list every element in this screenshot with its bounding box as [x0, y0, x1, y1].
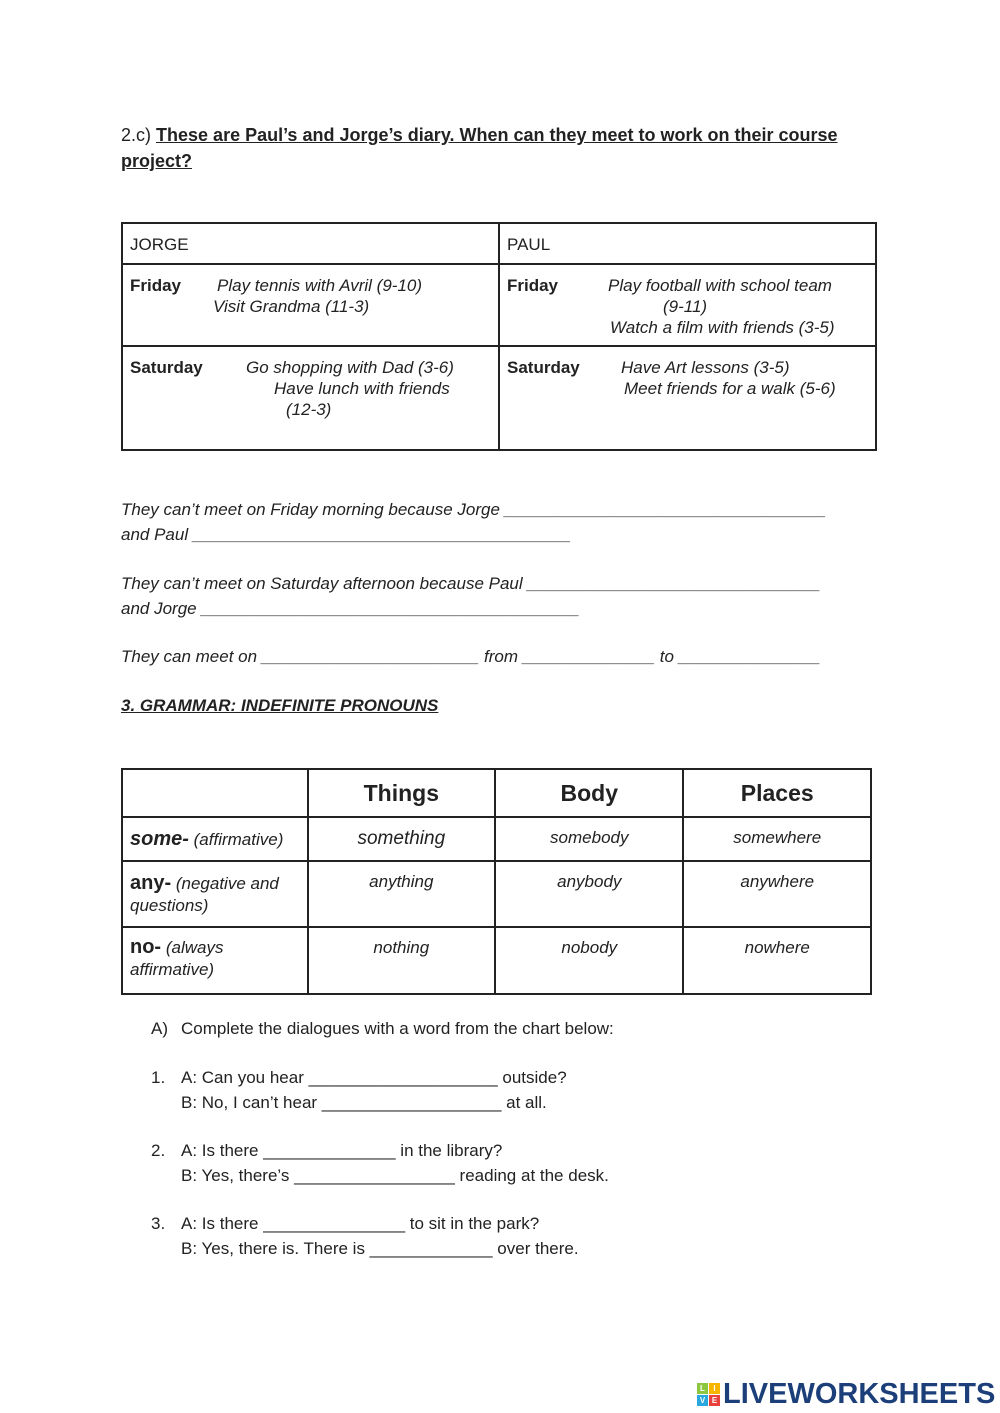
header-body: Body: [495, 769, 683, 817]
sentence-line: They can’t meet on Saturday afternoon because Paul _______________________________: [121, 574, 821, 593]
diary-entry: Play tennis with Avril (9-10): [217, 276, 423, 295]
exercise-2c-title: [121, 122, 881, 174]
logo-square: V: [697, 1395, 708, 1406]
liveworksheets-logo: [697, 1378, 995, 1411]
diary-entry: Have lunch with friends: [274, 379, 450, 398]
sentence-line: and Jorge ________________________________________: [121, 599, 580, 618]
exercise-a-instruction: Complete the dialogues with a word from the chart below:: [181, 1019, 614, 1038]
jorge-header: [122, 223, 499, 264]
pronouns-table: [121, 768, 872, 995]
exercise-a-label: A): [151, 1019, 168, 1038]
pronoun-cell: anything: [308, 861, 495, 927]
pronoun-cell: nowhere: [683, 927, 871, 994]
dialogue-line: A: Can you hear ____________________ outside?: [181, 1068, 567, 1087]
paul-name: PAUL: [507, 235, 551, 254]
dialogue-line: B: Yes, there’s _________________ reading at the desk.: [181, 1166, 609, 1185]
prefix: some-: [130, 828, 189, 850]
item-number: 1.: [151, 1068, 166, 1087]
diary-entry: (9-11): [663, 297, 708, 316]
prefix-note: (always affirmative): [130, 938, 224, 979]
paul-friday: [499, 264, 876, 346]
pronoun-cell: something: [308, 817, 495, 861]
day-label: Friday: [130, 276, 182, 295]
diary-entry: (12-3): [286, 400, 332, 419]
diary-entry: Meet friends for a walk (5-6): [624, 379, 836, 398]
jorge-friday: [122, 264, 499, 346]
jorge-saturday: [122, 346, 499, 450]
pronoun-cell: somebody: [495, 817, 683, 861]
row-label: [122, 861, 308, 927]
dialogue-line: B: No, I can’t hear ___________________ at all.: [181, 1093, 547, 1112]
logo-square: E: [709, 1395, 720, 1406]
header-things: Things: [308, 769, 495, 817]
diary-entry: Play football with school team: [608, 276, 832, 295]
pronoun-cell: somewhere: [683, 817, 871, 861]
sentence-line: They can’t meet on Friday morning because Jorge __________________________________: [121, 500, 827, 519]
dialogue-line: A: Is there ______________ in the library?: [181, 1141, 503, 1160]
day-label: Saturday: [130, 358, 203, 377]
logo-text: LIVEWORKSHEETS: [723, 1378, 996, 1410]
prefix-note: (negative and questions): [130, 874, 279, 915]
pronoun-cell: nothing: [308, 927, 495, 994]
diary-entry: Visit Grandma (11-3): [213, 297, 370, 316]
logo-square: L: [697, 1383, 708, 1394]
prefix: any-: [130, 872, 172, 894]
diary-entry: Have Art lessons (3-5): [621, 358, 790, 377]
exercise-number: 2.c): [121, 125, 152, 145]
exercise-question: These are Paul’s and Jorge’s diary. When can they meet to work on their course project?: [121, 125, 838, 171]
row-label: [122, 927, 308, 994]
prefix: no-: [130, 936, 162, 958]
diary-entry: Go shopping with Dad (3-6): [246, 358, 454, 377]
section-title: 3. GRAMMAR: INDEFINITE PRONOUNS: [121, 696, 439, 715]
dialogue-line: A: Is there _______________ to sit in the park?: [181, 1214, 540, 1233]
item-number: 2.: [151, 1141, 166, 1160]
logo-square: I: [709, 1383, 720, 1394]
pronoun-cell: anybody: [495, 861, 683, 927]
logo-squares-icon: [697, 1383, 720, 1406]
day-label: Saturday: [507, 358, 580, 377]
jorge-name: JORGE: [130, 235, 189, 254]
sentence-line: They can meet on _______________________ from ______________ to _______________: [121, 647, 821, 666]
sentence-line: and Paul ________________________________________: [121, 525, 572, 544]
day-label: Friday: [507, 276, 559, 295]
pronoun-cell: anywhere: [683, 861, 871, 927]
paul-saturday: [499, 346, 876, 450]
item-number: 3.: [151, 1214, 166, 1233]
header-places: Places: [683, 769, 871, 817]
paul-header: [499, 223, 876, 264]
pronoun-cell: nobody: [495, 927, 683, 994]
dialogue-line: B: Yes, there is. There is _____________ over there.: [181, 1239, 579, 1258]
diary-entry: Watch a film with friends (3-5): [610, 318, 835, 337]
header-empty: [122, 769, 308, 817]
prefix-note: (affirmative): [193, 830, 284, 849]
row-label: [122, 817, 308, 861]
diary-table: [121, 222, 877, 451]
